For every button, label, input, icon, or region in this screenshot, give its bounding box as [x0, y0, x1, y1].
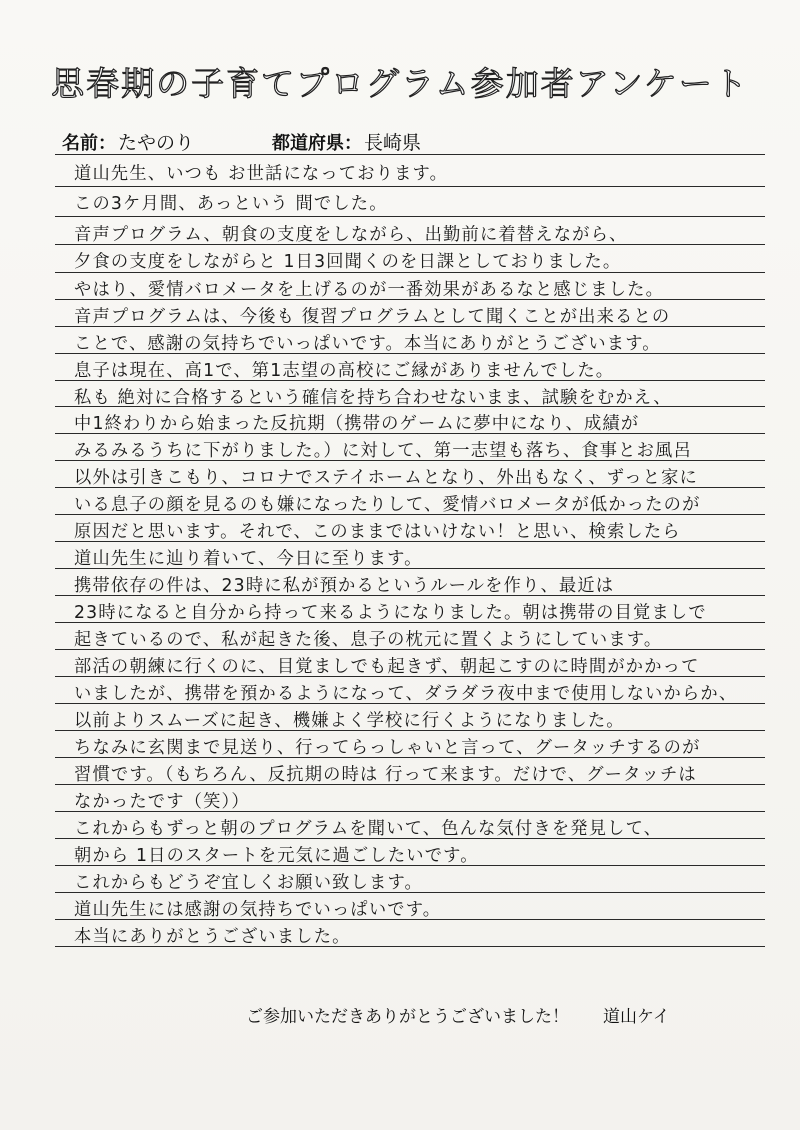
- handwritten-line: 習慣です。（もちろん、反抗期の時は 行って来ます。だけで、グータッチは: [74, 765, 697, 785]
- handwritten-line: いましたが、携帯を預かるようになって、ダラダラ夜中まで使用しないからか、: [74, 684, 738, 704]
- handwritten-line: 起きているので、私が起きた後、息子の枕元に置くようにしています。: [74, 630, 663, 650]
- handwritten-line: 音声プログラム、朝食の支度をしながら、出勤前に着替えながら、: [74, 225, 628, 245]
- handwritten-line: 私も 絶対に合格するという確信を持ち合わせないまま、試験をむかえ、: [74, 388, 672, 408]
- name-value: たやのり: [118, 132, 195, 154]
- handwritten-line: 道山先生には感謝の気持ちでいっぱいです。: [74, 900, 442, 920]
- name-label: 名前：: [62, 133, 116, 154]
- handwritten-line: 息子は現在、高1で、第1志望の高校にご縁がありませんでした。: [74, 361, 615, 381]
- handwritten-line: いる息子の顔を見るのも嫌になったりして、愛情バロメータが低かったのが: [74, 495, 701, 515]
- prefecture-label: 都道府県：: [272, 133, 362, 154]
- handwritten-line: これからもどうぞ宜しくお願い致します。: [74, 873, 423, 893]
- handwritten-line: これからもずっと朝のプログラムを聞いて、色んな気付きを発見して、: [74, 819, 663, 839]
- handwritten-line: 道山先生、いつも お世話になっております。: [74, 164, 449, 184]
- handwritten-line: 道山先生に辿り着いて、今日に至ります。: [74, 549, 423, 569]
- ruled-line: [55, 186, 765, 187]
- handwritten-line: 携帯依存の件は、23時に私が預かるというルールを作り、最近は: [74, 576, 615, 596]
- handwritten-line: 原因だと思います。それで、このままではいけない！と思い、検索したら: [74, 522, 681, 542]
- handwritten-line: みるみるうちに下がりました。）に対して、第一志望も落ち、食事とお風呂: [74, 441, 692, 461]
- ruled-line: [55, 154, 765, 155]
- handwritten-line: 以外は引きこもり、コロナでステイホームとなり、外出もなく、ずっと家に: [74, 468, 698, 488]
- handwritten-line: 音声プログラムは、今後も 復習プログラムとして聞くことが出来るとの: [74, 307, 671, 327]
- handwritten-line: 本当にありがとうございました。: [74, 927, 351, 947]
- handwritten-line: 以前よりスムーズに起き、機嫌よく学校に行くようになりました。: [74, 711, 625, 731]
- handwritten-line: 夕食の支度をしながらと 1日3回聞くのを日課としておりました。: [74, 252, 622, 272]
- handwritten-line: 朝から 1日のスタートを元気に過ごしたいです。: [74, 846, 479, 866]
- ruled-line: [55, 216, 765, 217]
- thanks-message: ご参加いただきありがとうございました！: [246, 1007, 569, 1027]
- handwritten-line: 部活の朝練に行くのに、目覚ましでも起きず、朝起こすのに時間がかかって: [74, 657, 700, 677]
- handwritten-line: 23時になると自分から持って来るようになりました。朝は携帯の目覚ましで: [74, 603, 707, 623]
- signature: 道山ケイ: [603, 1007, 670, 1027]
- handwritten-line: ことで、感謝の気持ちでいっぱいです。本当にありがとうございます。: [74, 334, 661, 354]
- handwritten-line: この3ケ月間、あっという 間でした。: [74, 194, 388, 214]
- handwritten-line: やはり、愛情バロメータを上げるのが一番効果があるなと感じました。: [74, 280, 665, 300]
- footer: [246, 1002, 670, 1027]
- handwritten-line: 中1終わりから始まった反抗期（携帯のゲームに夢中になり、成績が: [74, 414, 640, 434]
- prefecture-value: 長崎県: [364, 132, 422, 154]
- page-title: 思春期の子育てプログラム参加者アンケート: [51, 64, 749, 103]
- handwritten-line: なかったです（笑））: [74, 792, 250, 812]
- handwritten-line: ちなみに玄関まで見送り、行ってらっしゃいと言って、グータッチするのが: [74, 738, 701, 758]
